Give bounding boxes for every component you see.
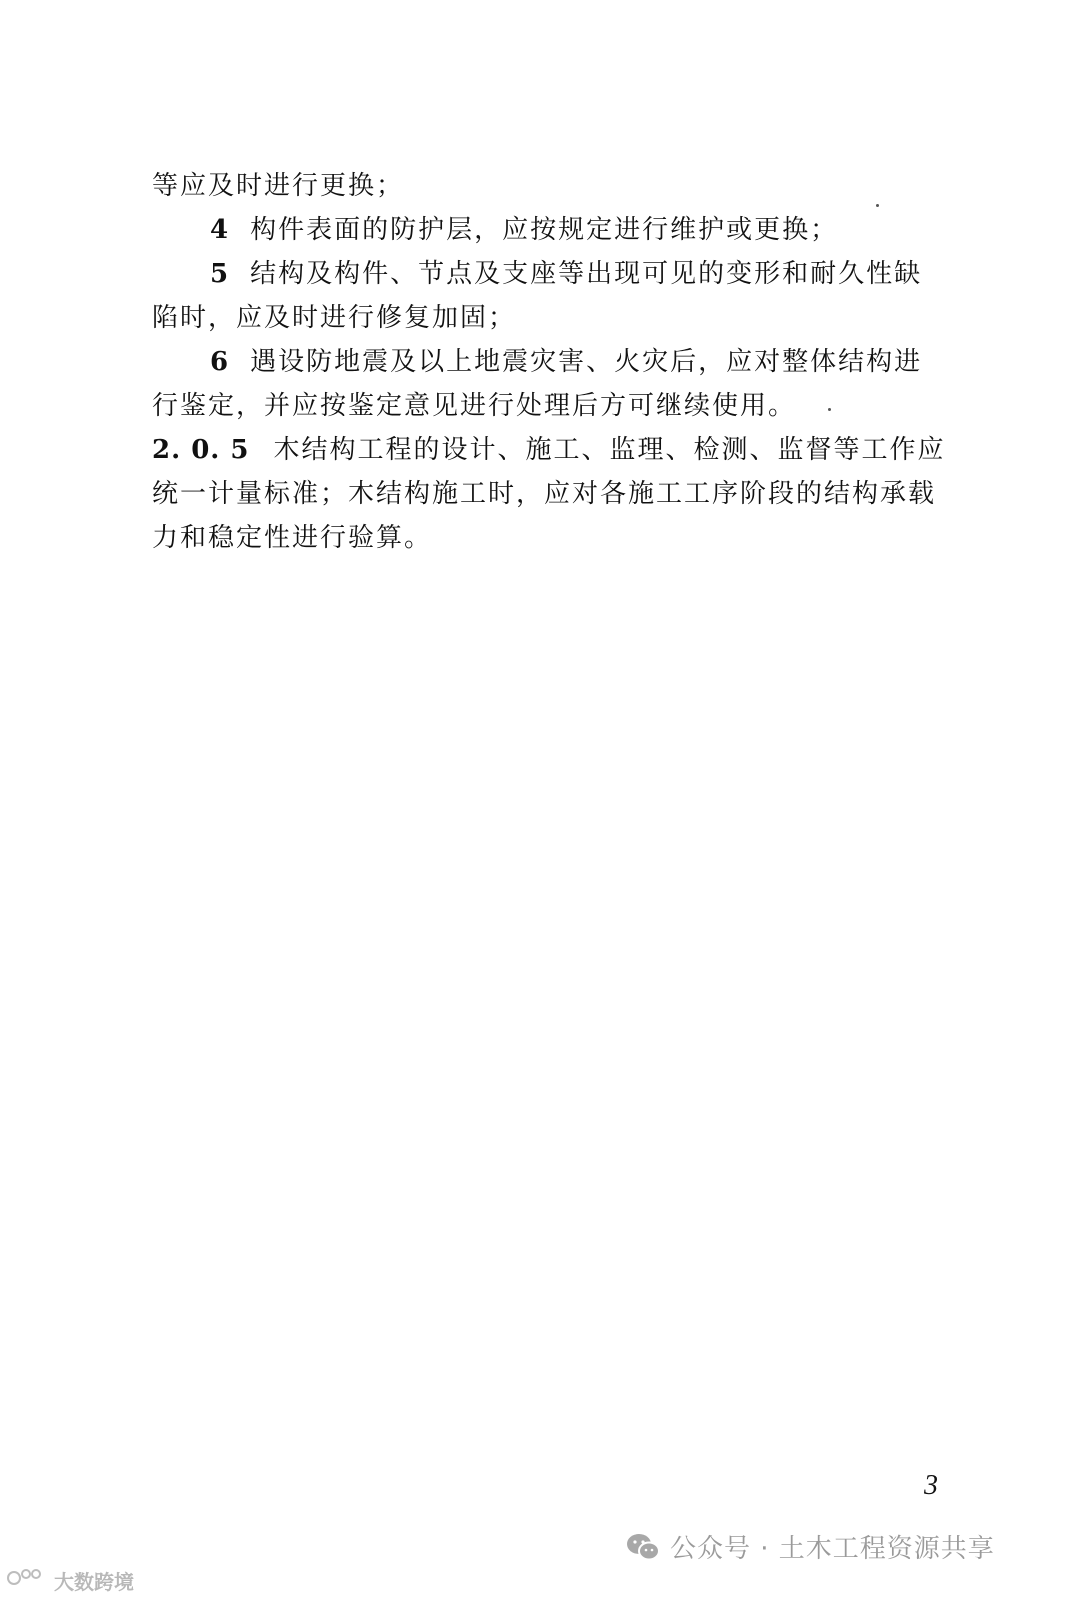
watermark-text: 公众号 · 土木工程资源共享 bbox=[670, 1534, 995, 1564]
paragraph-line bbox=[152, 168, 962, 204]
list-text: 遇设防地震及以上地震灾害、火灾后，应对整体结构进 bbox=[250, 347, 923, 377]
logo-text: 大数跨境 bbox=[54, 1570, 134, 1594]
list-number: 5 bbox=[210, 259, 231, 289]
section-text: 统一计量标准；木结构施工时，应对各施工工序阶段的结构承载 bbox=[152, 479, 937, 509]
logo-mark-icon bbox=[6, 1566, 50, 1595]
page-number: 3 bbox=[924, 1470, 938, 1501]
section-text: 力和稳定性进行验算。 bbox=[152, 523, 433, 553]
watermark bbox=[626, 1528, 995, 1565]
list-text: 构件表面的防护层，应按规定进行维护或更换； bbox=[250, 215, 839, 245]
list-item-5 bbox=[210, 256, 1020, 292]
scan-speck bbox=[876, 204, 879, 207]
section-continuation bbox=[152, 476, 962, 512]
list-number: 4 bbox=[210, 215, 231, 245]
list-item-6 bbox=[210, 344, 1020, 380]
section-number: 2. 0. 5 bbox=[152, 435, 250, 465]
list-text: 陷时，应及时进行修复加固； bbox=[152, 303, 517, 333]
list-number: 6 bbox=[210, 347, 231, 377]
list-item-4 bbox=[210, 212, 1020, 248]
scan-speck bbox=[828, 408, 831, 411]
section-continuation bbox=[152, 520, 962, 556]
section-2-0-5 bbox=[152, 432, 962, 468]
paragraph-text: 等应及时进行更换； bbox=[152, 171, 405, 201]
section-text: 木结构工程的设计、施工、监理、检测、监督等工作应 bbox=[273, 435, 946, 465]
list-item-5-continuation bbox=[152, 300, 962, 336]
brand-logo bbox=[6, 1566, 134, 1595]
list-item-6-continuation bbox=[152, 388, 962, 424]
list-text: 结构及构件、节点及支座等出现可见的变形和耐久性缺 bbox=[250, 259, 923, 289]
wechat-icon bbox=[626, 1533, 660, 1561]
list-text: 行鉴定，并应按鉴定意见进行处理后方可继续使用。 bbox=[152, 391, 797, 421]
